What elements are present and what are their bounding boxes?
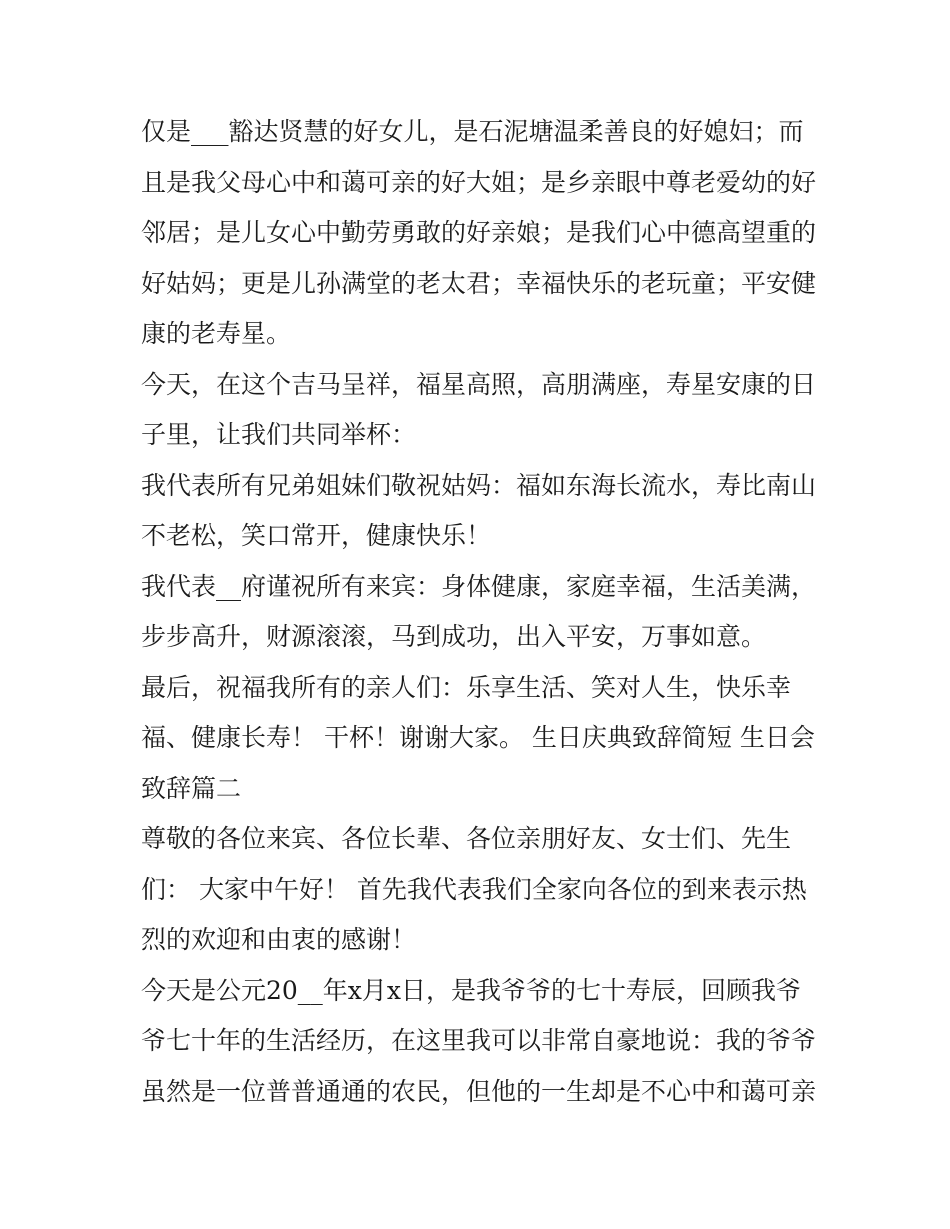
text-line: 致辞篇二	[141, 773, 242, 803]
text-line: 我代表__府谨祝所有来宾：身体健康，家庭幸福，生活美满，	[141, 571, 817, 601]
text-line: 尊敬的各位来宾、各位长辈、各位亲朋好友、女士们、先生	[141, 824, 792, 853]
text-line: 好姑妈；更是儿孙满堂的老太君；幸福快乐的老玩童；平安健	[141, 268, 817, 298]
text-line: 今天是公元20__年x月x日，是我爷爷的七十寿辰，回顾我爷	[141, 975, 802, 1005]
body-text	[141, 107, 821, 1117]
text-line: 子里，让我们共同举杯：	[141, 420, 417, 449]
text-line: 福、健康长寿！ 干杯！谢谢大家。 生日庆典致辞简短 生日会	[141, 723, 815, 752]
text-line: 烈的欢迎和由衷的感谢！	[141, 925, 417, 954]
text-line: 爷七十年的生活经历，在这里我可以非常自豪地说：我的爷爷	[141, 1026, 817, 1055]
text-line: 最后，祝福我所有的亲人们：乐享生活、笑对人生，快乐幸	[141, 672, 792, 702]
text-line: 且是我父母心中和蔼可亲的好大姐；是乡亲眼中尊老爱幼的好	[141, 167, 817, 197]
text-line: 今天，在这个吉马呈祥，福星高照，高朋满座，寿星安康的日	[141, 369, 817, 399]
text-line: 们： 大家中午好！ 首先我代表我们全家向各位的到来表示热	[141, 874, 807, 904]
text-line: 不老松，笑口常开，健康快乐！	[141, 521, 492, 550]
text-line: 我代表所有兄弟姐妹们敬祝姑妈：福如东海长流水，寿比南山	[141, 470, 817, 500]
text-line: 康的老寿星。	[141, 319, 292, 348]
text-line: 步步高升，财源滚滚，马到成功，出入平安，万事如意。	[141, 622, 767, 651]
text-line: 邻居；是儿女心中勤劳勇敢的好亲娘；是我们心中德高望重的	[141, 218, 817, 247]
text-line: 仅是___豁达贤慧的好女儿，是石泥塘温柔善良的好媳妇；而	[141, 117, 804, 146]
text-line: 虽然是一位普普通通的农民，但他的一生却是不心中和蔼可亲	[141, 1076, 817, 1106]
